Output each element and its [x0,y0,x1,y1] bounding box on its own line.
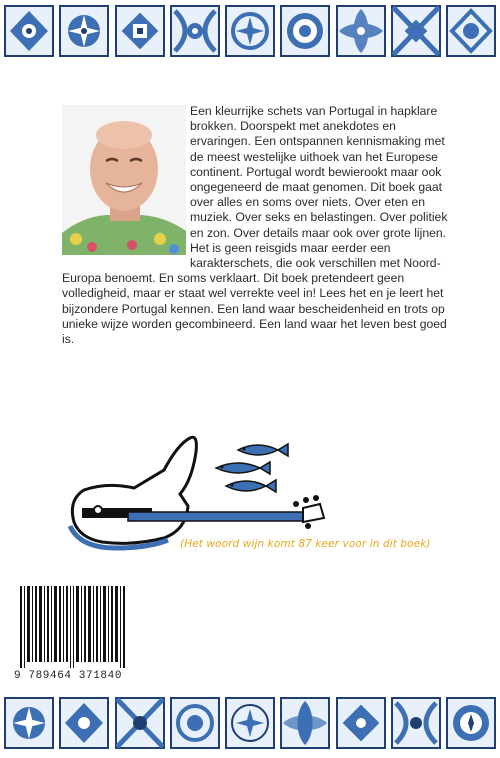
azulejo-tile-icon [115,5,165,57]
fish-icon [238,444,288,456]
isbn-digits: 9 789464 371840 [14,670,123,682]
azulejo-tile-icon [391,697,441,749]
azulejo-tile-icon [225,697,275,749]
azulejo-tile-icon [446,697,496,749]
blurb-text: Een kleurrijke schets van Portugal in hapklare brokken. Doorspekt met anekdotes en ervaringen. Een ontspannen kennismaking met de meest westelijke uithoek van het Europese continent. Portugal wordt bewierookt maar ook ongegeneerd de maat genomen. Dit boek gaat over alles en soms over niets. Over eten en muziek. Over seks en belastingen. Over politiek en zon. Over details maar ook over grote lijnen. Het is geen reisgids maar eerder een karakterschets, die ook verschillen met Noord-Europa benoemt. En soms verklaart. Dit boek pretendeert geen volledigheid, maar er staat wel verrekte veel in! Lees het en je leert het bijzondere Portugal kennen. Een land waar bescheidenheid en trots op unieke wijze worden gecombineerd. Een land waar het leven best goed is. [62,104,448,347]
azulejo-tile-icon [59,5,109,57]
azulejo-tile-icon [336,5,386,57]
azulejo-tile-icon [4,5,54,57]
bottom-tile-border [0,694,500,752]
azulejo-tile-icon [336,697,386,749]
back-cover-blurb [62,104,450,347]
azulejo-tile-icon [391,5,441,57]
wine-caption: (Het woord wijn komt 87 keer voor in dit boek) [180,538,431,550]
azulejo-tile-icon [225,5,275,57]
top-tile-border [0,2,500,60]
azulejo-tile-icon [59,697,109,749]
azulejo-tile-icon [446,5,496,57]
azulejo-tile-icon [170,697,220,749]
azulejo-tile-icon [4,697,54,749]
azulejo-tile-icon [280,697,330,749]
portrait-float-spacer [62,104,190,260]
fish-icon [216,462,270,474]
azulejo-tile-icon [115,697,165,749]
azulejo-tile-icon [280,5,330,57]
fish-icon [226,480,276,492]
azulejo-tile-icon [170,5,220,57]
